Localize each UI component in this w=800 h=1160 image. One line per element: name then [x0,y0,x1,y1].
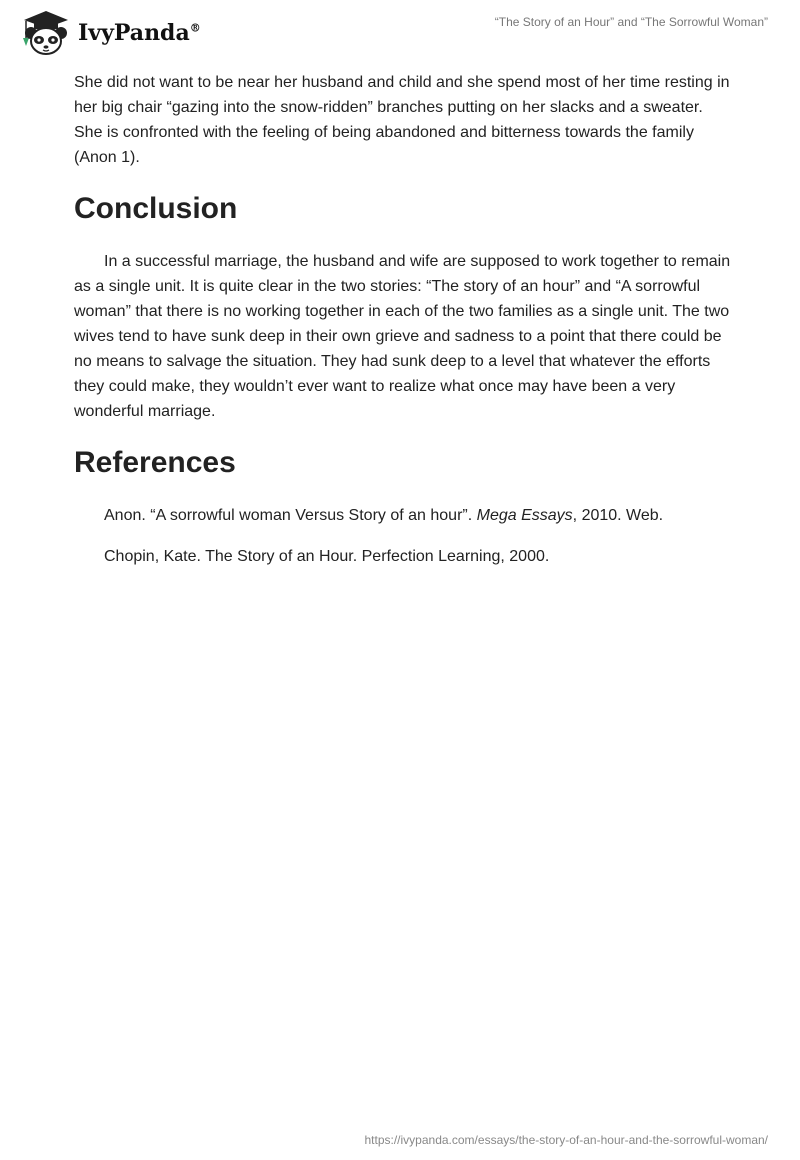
references-heading: References [74,446,236,479]
reference-item: Anon. “A sorrowful woman Versus Story of an hour”. Mega Essays, 2010. Web. [104,507,664,524]
page-header [0,0,800,60]
essay-content [74,70,734,585]
reference-item: Chopin, Kate. The Story of an Hour. Perfection Learning, 2000. [104,548,550,565]
conclusion-heading: Conclusion [74,192,238,225]
logo-text: IvyPanda® [78,20,201,46]
ivypanda-logo[interactable] [16,8,201,58]
document-title: “The Story of an Hour” and “The Sorrowful Woman” [494,15,768,29]
body-paragraph: She did not want to be near her husband and child and she spend most of her time resting in her big chair “gazing into the snow-ridden” branches putting on her slacks and a sweater. She is confronted with the feeling of being abandoned and bitterness towards the family (Anon 1). [74,74,730,166]
panda-logo-icon [16,8,76,58]
conclusion-paragraph: In a successful marriage, the husband and wife are supposed to work together to remain as a single unit. It is quite clear in the two stories: “The story of an hour” and “A sorrowful woman” that there is no working together in each of the two families as a single unit. The two wives tend to have sunk deep in their own grieve and sadness to a point that there could be no means to salvage the situation. They had sunk deep to a level that whatever the efforts they could make, they wouldn’t ever want to realize what once may have been a very wonderful marriage. [74,253,731,420]
footer-url[interactable]: https://ivypanda.com/essays/the-story-of-an-hour-and-the-sorrowful-woman/ [364,1133,768,1147]
